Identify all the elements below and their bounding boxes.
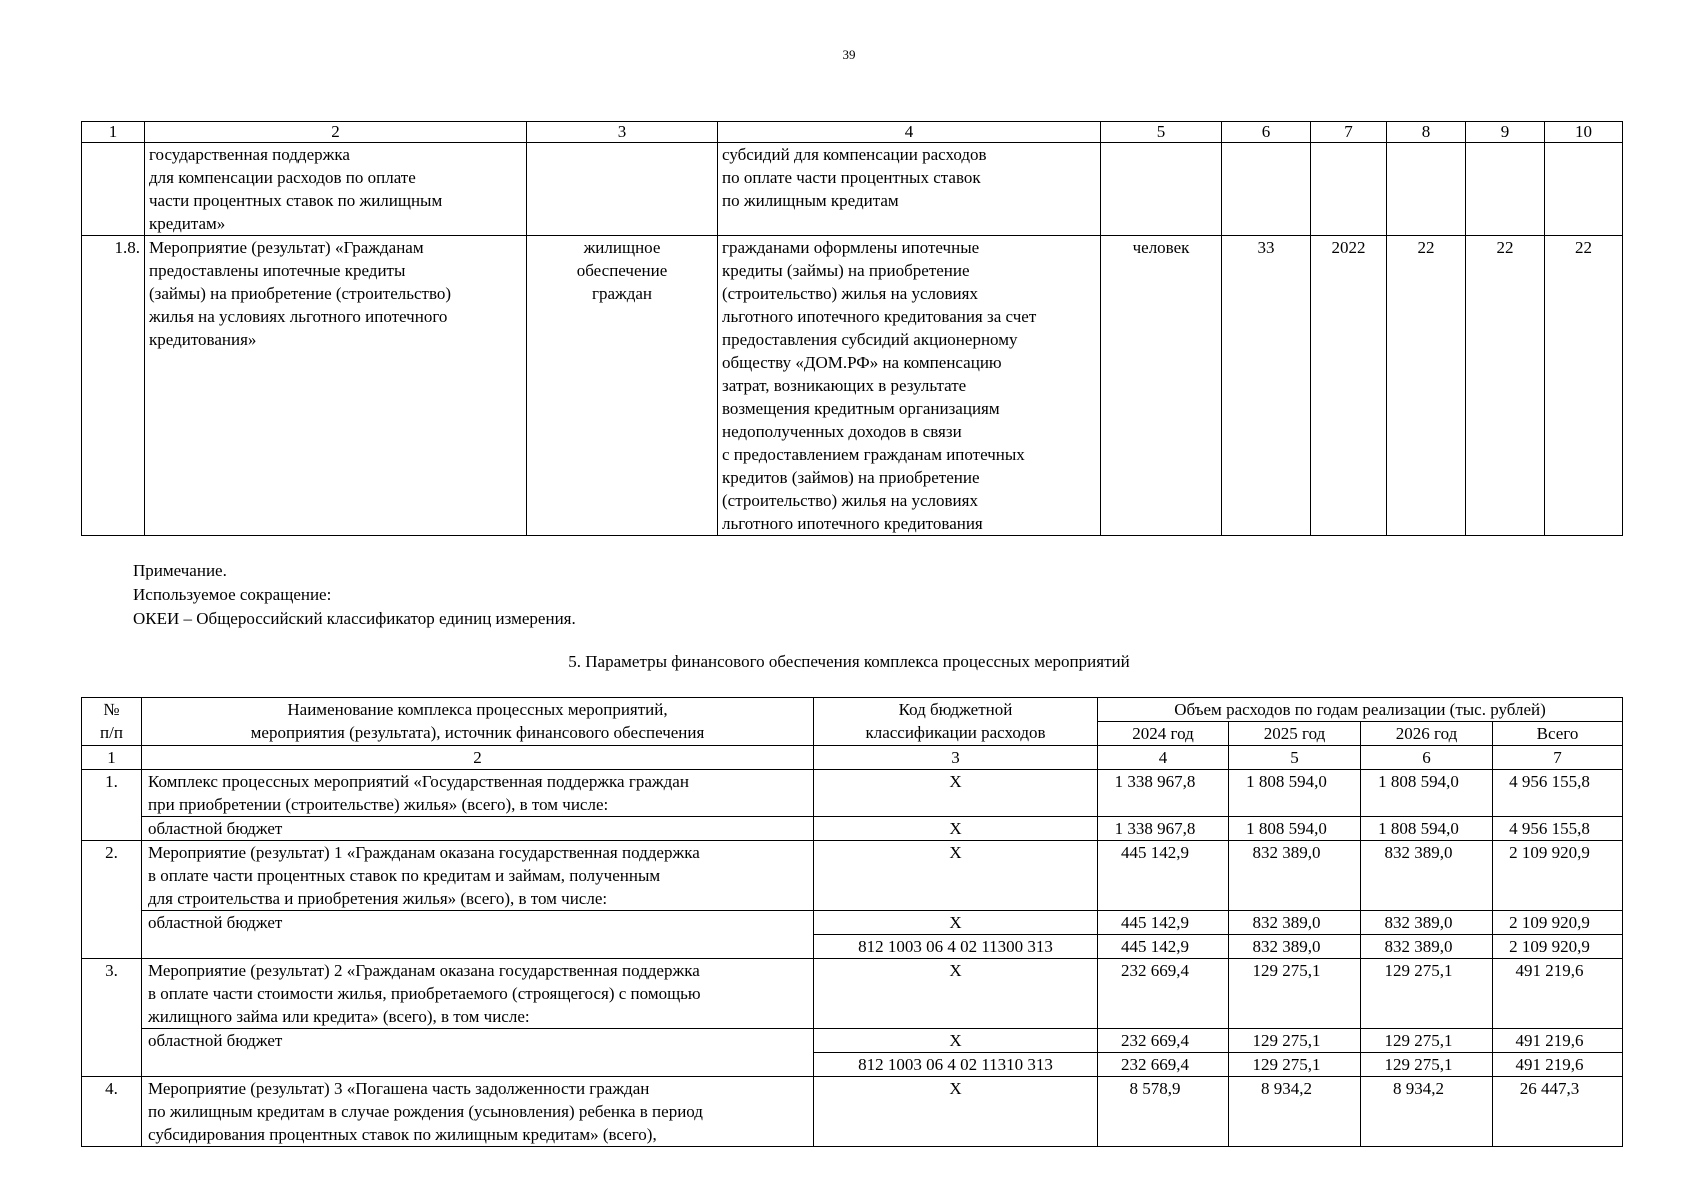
- value-cell: 22: [1387, 236, 1466, 536]
- item-name-cell: Комплекс процессных мероприятий «Государственная поддержка граждан при приобретении (строительстве) жилья» (всего), в том числе:: [142, 770, 814, 817]
- header-cell: 1: [82, 122, 145, 143]
- table-row: [82, 911, 1623, 935]
- kbk-cell: Х: [814, 841, 1098, 911]
- kbk-cell: Х: [814, 1029, 1098, 1053]
- header-cell: Всего: [1493, 722, 1623, 746]
- note-text: Используемое сокращение:: [133, 585, 332, 604]
- base-year-cell: 2022: [1311, 236, 1387, 536]
- amount-cell: 4 956 155,8: [1493, 817, 1623, 841]
- header-cell: 2024 год: [1098, 722, 1229, 746]
- amount-cell: 129 275,1: [1361, 959, 1493, 1029]
- amount-cell: 445 142,9: [1098, 935, 1229, 959]
- note-block: [133, 559, 576, 631]
- amount-cell: 4 956 155,8: [1493, 770, 1623, 817]
- note-title: Примечание.: [133, 561, 227, 580]
- amount-cell: 1 808 594,0: [1361, 770, 1493, 817]
- table-row: [82, 143, 1623, 236]
- kbk-cell: Х: [814, 1077, 1098, 1147]
- header-cell: 2: [145, 122, 527, 143]
- header-cell: Код бюджетной классификации расходов: [814, 698, 1098, 746]
- header-cell: Объем расходов по годам реализации (тыс. рублей): [1098, 698, 1623, 722]
- table-row: [82, 236, 1623, 536]
- amount-cell: 491 219,6: [1493, 1029, 1623, 1053]
- measure-name-cell: Мероприятие (результат) «Гражданам предоставлены ипотечные кредиты (займы) на приобретение (строительство) жилья на условиях льготного ипотечного кредитования»: [145, 236, 527, 536]
- value-cell: 22: [1545, 236, 1623, 536]
- kbk-cell: Х: [814, 959, 1098, 1029]
- item-name-cell: Мероприятие (результат) 2 «Гражданам оказана государственная поддержка в оплате части стоимости жилья, приобретаемого (строящегося) с помощью жилищного займа или кредита» (всего), в том числе:: [142, 959, 814, 1029]
- amount-cell: 232 669,4: [1098, 1029, 1229, 1053]
- item-name-cell: Мероприятие (результат) 1 «Гражданам оказана государственная поддержка в оплате части процентных ставок по кредитам и займам, полученным для строительства и приобретения жилья» (всего), в том числе:: [142, 841, 814, 911]
- description-cell: субсидий для компенсации расходов по оплате части процентных ставок по жилищным кредитам: [718, 143, 1101, 236]
- amount-cell: 1 808 594,0: [1361, 817, 1493, 841]
- funding-source-cell: областной бюджет: [142, 911, 814, 959]
- amount-cell: 129 275,1: [1229, 959, 1361, 1029]
- amount-cell: 832 389,0: [1361, 841, 1493, 911]
- amount-cell: 2 109 920,9: [1493, 935, 1623, 959]
- table-row: [82, 959, 1623, 1029]
- indicators-table: [81, 121, 1623, 536]
- amount-cell: 8 934,2: [1229, 1077, 1361, 1147]
- header-cell: 3: [814, 746, 1098, 770]
- amount-cell: 8 578,9: [1098, 1077, 1229, 1147]
- amount-cell: 2 109 920,9: [1493, 911, 1623, 935]
- header-cell: Наименование комплекса процессных мероприятий, мероприятия (результата), источник финансового обеспечения: [142, 698, 814, 746]
- amount-cell: 2 109 920,9: [1493, 841, 1623, 911]
- amount-cell: 1 808 594,0: [1229, 817, 1361, 841]
- kbk-cell: 812 1003 06 4 02 11310 313: [814, 1053, 1098, 1077]
- header-cell: 10: [1545, 122, 1623, 143]
- header-cell: 2026 год: [1361, 722, 1493, 746]
- header-cell: № п/п: [82, 698, 142, 746]
- amount-cell: 832 389,0: [1361, 935, 1493, 959]
- value-cell: 22: [1466, 236, 1545, 536]
- item-name-cell: Мероприятие (результат) 3 «Погашена часть задолженности граждан по жилищным кредитам в случае рождения (усыновления) ребенка в период субсидирования процентных ставок по жилищным кредитам» (всего),: [142, 1077, 814, 1147]
- table-header-row: [82, 698, 1623, 722]
- unit-cell: человек: [1101, 236, 1222, 536]
- header-cell: 9: [1466, 122, 1545, 143]
- header-cell: 2: [142, 746, 814, 770]
- amount-cell: 129 275,1: [1229, 1029, 1361, 1053]
- amount-cell: 129 275,1: [1229, 1053, 1361, 1077]
- amount-cell: 832 389,0: [1229, 841, 1361, 911]
- row-number: 2.: [82, 841, 142, 959]
- section-title: 5. Параметры финансового обеспечения комплекса процессных мероприятий: [568, 652, 1130, 671]
- page-number: 39: [842, 47, 856, 62]
- header-cell: 8: [1387, 122, 1466, 143]
- amount-cell: 232 669,4: [1098, 1053, 1229, 1077]
- okei-code-cell: 33: [1222, 236, 1311, 536]
- amount-cell: 232 669,4: [1098, 959, 1229, 1029]
- kbk-cell: Х: [814, 911, 1098, 935]
- financing-table: [81, 697, 1623, 1147]
- table-row: [82, 770, 1623, 817]
- amount-cell: 26 447,3: [1493, 1077, 1623, 1147]
- kbk-cell: 812 1003 06 4 02 11300 313: [814, 935, 1098, 959]
- amount-cell: 445 142,9: [1098, 841, 1229, 911]
- amount-cell: 491 219,6: [1493, 959, 1623, 1029]
- header-cell: 2025 год: [1229, 722, 1361, 746]
- amount-cell: 832 389,0: [1229, 935, 1361, 959]
- note-text: ОКЕИ – Общероссийский классификатор единиц измерения.: [133, 609, 576, 628]
- header-cell: 5: [1101, 122, 1222, 143]
- header-cell: 4: [1098, 746, 1229, 770]
- header-cell: 6: [1361, 746, 1493, 770]
- header-cell: 4: [718, 122, 1101, 143]
- header-cell: 6: [1222, 122, 1311, 143]
- measure-name-cell: государственная поддержка для компенсации расходов по оплате части процентных ставок по жилищным кредитам»: [145, 143, 527, 236]
- amount-cell: 491 219,6: [1493, 1053, 1623, 1077]
- amount-cell: 832 389,0: [1361, 911, 1493, 935]
- row-number: 1.: [82, 770, 142, 841]
- kbk-cell: Х: [814, 817, 1098, 841]
- table-row: [82, 1077, 1623, 1147]
- amount-cell: 832 389,0: [1229, 911, 1361, 935]
- header-cell: 3: [527, 122, 718, 143]
- funding-source-cell: областной бюджет: [142, 817, 814, 841]
- table-row: [82, 817, 1623, 841]
- description-cell: гражданами оформлены ипотечные кредиты (займы) на приобретение (строительство) жилья на условиях льготного ипотечного кредитования за счет предоставления субсидий акционерному обществу «ДОМ.РФ» на компенсацию затрат, возникающих в результате возмещения кредитным организациям недополученных доходов в связи с предоставлением гражданам ипотечных кредитов (займов) на приобретение (строительство) жилья на условиях льготного ипотечного кредитования: [718, 236, 1101, 536]
- table-row: [82, 841, 1623, 911]
- row-number: 3.: [82, 959, 142, 1077]
- amount-cell: 129 275,1: [1361, 1029, 1493, 1053]
- row-number: 1.8.: [82, 236, 145, 536]
- header-cell: 1: [82, 746, 142, 770]
- table-row: [82, 1029, 1623, 1053]
- amount-cell: 445 142,9: [1098, 911, 1229, 935]
- amount-cell: 8 934,2: [1361, 1077, 1493, 1147]
- amount-cell: 1 808 594,0: [1229, 770, 1361, 817]
- column-number-row: [82, 746, 1623, 770]
- amount-cell: 129 275,1: [1361, 1053, 1493, 1077]
- header-cell: 5: [1229, 746, 1361, 770]
- kbk-cell: Х: [814, 770, 1098, 817]
- header-cell: 7: [1311, 122, 1387, 143]
- amount-cell: 1 338 967,8: [1098, 817, 1229, 841]
- row-number: 4.: [82, 1077, 142, 1147]
- funding-source-cell: областной бюджет: [142, 1029, 814, 1077]
- table-header-row: [82, 122, 1623, 143]
- measure-type-cell: жилищное обеспечение граждан: [527, 236, 718, 536]
- header-cell: 7: [1493, 746, 1623, 770]
- amount-cell: 1 338 967,8: [1098, 770, 1229, 817]
